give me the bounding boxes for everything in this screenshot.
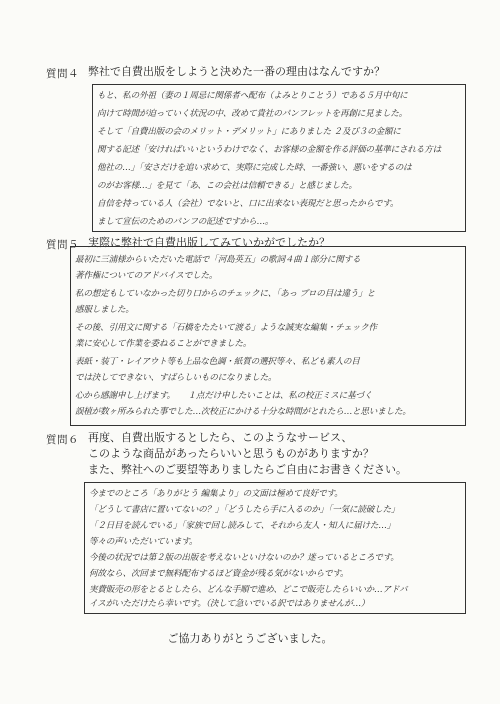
answer-6-line: 等々の声いただいています。 [89, 537, 198, 547]
answer-4-line: のがお客様…」を見て「あ、この会社は信頼できる」と感じました。 [97, 181, 357, 191]
answer-4-box [92, 84, 466, 232]
answer-4-line: 関する記述「安ければいいというわけでなく、お客様の金額を作る評価の基準にされる方は [97, 145, 441, 155]
answer-5-line: その後、引用文に関する「石橋をたたいて渡る」ような誠実な編集・チェック作 [75, 323, 377, 333]
answer-4-line: まして宣伝のためのパンフの記述ですから…。 [97, 217, 274, 227]
answer-5-line: 感服しました。 [75, 305, 134, 315]
answer-6-line: 「２日目を読んでいる」「家族で回し読みして、それから友人・知人に届けた…」 [89, 521, 396, 531]
question-5-text: 実際に弊社で自費出版してみていかがでしたか？ [88, 236, 330, 249]
answer-5-line: 表紙・装丁・レイアウト等も上品な色調・紙質の選択等々、私ども素人の目 [75, 357, 360, 367]
question-6-label: 質問６ [46, 434, 79, 446]
answer-5-line: 業に安心して作業を委ねることができました。 [75, 339, 252, 349]
answer-6-line: 「どうして書店に置いてないの？」「どうしたら手に入るのか」「一気に読破した」 [89, 505, 400, 515]
answer-6-line: イスがいただけたら幸いです。（決して急いでいる訳ではありませんが…） [89, 599, 370, 609]
answer-6-line: 実費販売の形をとるとしたら、どんな手順で進め、どこで販売したらいいか…アドバ [89, 585, 408, 595]
answer-4-line: もと、私の外祖（妻の１周忌に関係者へ配布（よみとりことう）である５月中旬に [97, 91, 408, 101]
answer-5-line: では決してできない、すばらしいものになりました。 [75, 373, 277, 383]
question-4-label: 質問４ [46, 68, 79, 80]
answer-6-line: 何故なら、次回まで無料配布するほど資金が残る気がないからです。 [89, 569, 349, 579]
answer-4-line: 自信を持っている人（会社）でないと、口に出来ない表現だと思ったからです。 [97, 199, 399, 209]
closing-thanks: ご協力ありがとうございました。 [167, 632, 333, 645]
answer-4-line: 向けて時間が迫っていく状況の中、改めて貴社のパンフレットを再創に見ました。 [97, 109, 408, 119]
answer-6-box [84, 482, 466, 614]
answer-5-line: 著作権についてのアドバイスでした。 [75, 271, 218, 281]
answer-5-line: 最初に三浦様からいただいた電話で「河島英五」の歌詞４曲１部分に関する [75, 255, 361, 265]
question-6-text-line-3: また、弊社へのご要望等ありましたらご自由にお書きください。 [88, 463, 407, 476]
answer-4-line: 他社の…」「安さだけを追い求めて、実際に完成した時、一番強い、悪いをするのは [97, 163, 412, 173]
answer-4-line: そして「自費出版の会のメリット・デメリット」にありました ２及び３の金額に [97, 127, 401, 137]
question-6-text-line-1: 再度、自費出版するとしたら、このようなサービス、 [88, 431, 353, 444]
answer-5-line: 心から感謝申し上げます。 １点だけ申したいことは、私の校正ミスに基づく [75, 391, 373, 401]
answer-5-box [70, 246, 466, 426]
question-5-label: 質問５ [46, 239, 79, 251]
question-6-text-line-2: このような商品があったらいいと思うものがありますか？ [88, 447, 374, 460]
answer-6-line: 今後の状況では第２版の出版を考えないといけないのか？迷っているところです。 [89, 553, 399, 563]
answer-6-line: 今までのところ「ありがとう 編集より」の文面は極めて良好です。 [89, 489, 343, 499]
question-4-text: 弊社で自費出版をしようと決めた一番の理由はなんですか？ [88, 65, 385, 78]
answer-5-line: 私の想定もしていなかった切り口からのチェックに、「あっ プロの目は違う」と [75, 289, 376, 299]
answer-5-line: 誤植が数ヶ所みられた事でした…次校正にかける十分な時間がとれたら…と思いました。 [75, 407, 411, 417]
